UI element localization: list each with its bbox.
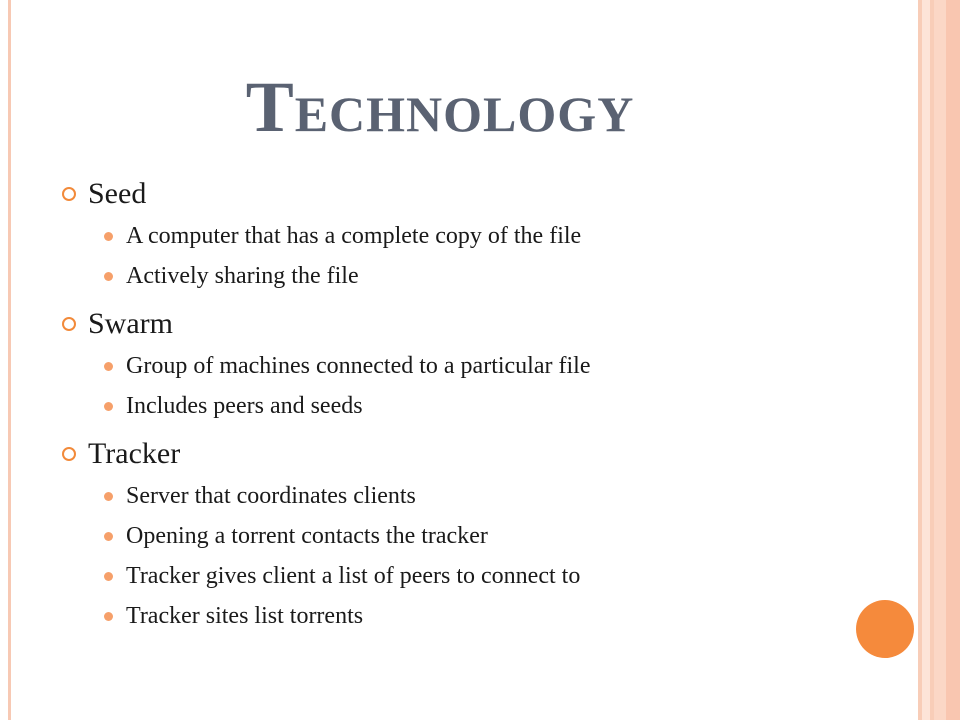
section-heading-text: Swarm	[88, 307, 173, 340]
dot-bullet-icon	[104, 402, 113, 411]
ring-bullet-icon	[62, 187, 76, 201]
dot-bullet-icon	[104, 572, 113, 581]
list-item	[60, 596, 880, 636]
dot-bullet-icon	[104, 532, 113, 541]
right-stripe	[946, 0, 960, 720]
dot-bullet-icon	[104, 492, 113, 501]
section-heading	[60, 302, 880, 346]
section-heading-text: Seed	[88, 177, 147, 210]
list-item-text: Server that coordinates clients	[126, 483, 416, 509]
section-heading	[60, 432, 880, 476]
list-item	[60, 556, 880, 596]
list-item	[60, 346, 880, 386]
list-item-text: A computer that has a complete copy of the file	[126, 223, 582, 249]
ring-bullet-icon	[62, 447, 76, 461]
list-item-text: Group of machines connected to a particular file	[126, 353, 591, 379]
dot-bullet-icon	[104, 272, 113, 281]
list-item	[60, 386, 880, 426]
right-stripe	[922, 0, 930, 720]
dot-bullet-icon	[104, 362, 113, 371]
list-item	[60, 516, 880, 556]
section-heading	[60, 172, 880, 216]
slide-content	[60, 172, 880, 636]
dot-bullet-icon	[104, 612, 113, 621]
list-item-text: Actively sharing the file	[126, 263, 359, 289]
dot-bullet-icon	[104, 232, 113, 241]
list-item-text: Tracker gives client a list of peers to connect to	[126, 563, 581, 589]
list-item-text: Tracker sites list torrents	[126, 603, 364, 629]
slide-title: Technology	[245, 67, 635, 147]
list-item	[60, 216, 880, 256]
section-heading-text: Tracker	[88, 437, 181, 470]
list-item	[60, 476, 880, 516]
list-item-text: Opening a torrent contacts the tracker	[126, 523, 488, 549]
ring-bullet-icon	[62, 317, 76, 331]
right-stripe	[934, 0, 946, 720]
list-item-text: Includes peers and seeds	[126, 393, 363, 419]
list-item	[60, 256, 880, 296]
